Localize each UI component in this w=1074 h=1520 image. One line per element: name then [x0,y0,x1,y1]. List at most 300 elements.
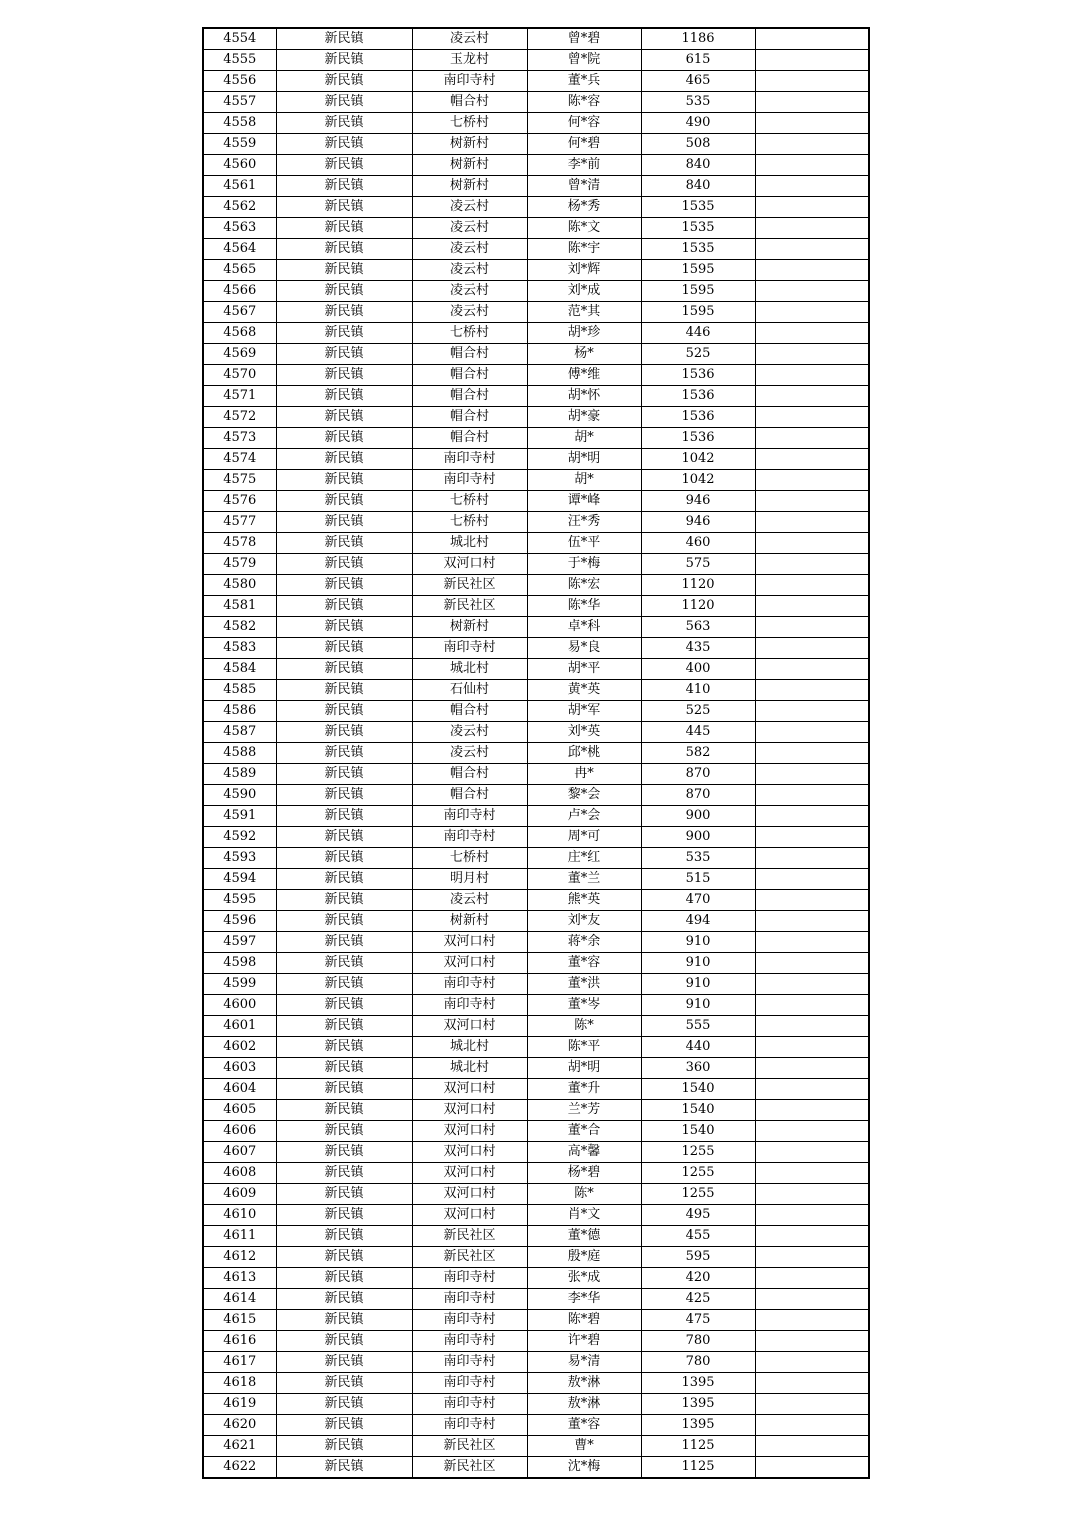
table-row [203,638,869,659]
village-cell: 帽合村 [412,92,527,113]
remark-cell [755,365,869,386]
row-number-cell: 4565 [203,260,276,281]
amount-cell: 1042 [641,470,755,491]
row-number-cell: 4583 [203,638,276,659]
amount-cell: 1536 [641,386,755,407]
town-cell: 新民镇 [276,743,412,764]
town-cell: 新民镇 [276,785,412,806]
remark-cell [755,134,869,155]
table-row [203,953,869,974]
name-cell: 熊*英 [527,890,641,911]
town-cell: 新民镇 [276,1016,412,1037]
village-cell: 新民社区 [412,1457,527,1479]
town-cell: 新民镇 [276,28,412,50]
row-number-cell: 4596 [203,911,276,932]
amount-cell: 615 [641,50,755,71]
village-cell: 南印寺村 [412,449,527,470]
remark-cell [755,491,869,512]
remark-cell [755,176,869,197]
table-row [203,1247,869,1268]
amount-cell: 535 [641,848,755,869]
town-cell: 新民镇 [276,890,412,911]
table-row [203,1016,869,1037]
amount-cell: 840 [641,176,755,197]
village-cell: 七桥村 [412,491,527,512]
row-number-cell: 4555 [203,50,276,71]
remark-cell [755,470,869,491]
town-cell: 新民镇 [276,1184,412,1205]
row-number-cell: 4580 [203,575,276,596]
town-cell: 新民镇 [276,365,412,386]
town-cell: 新民镇 [276,1226,412,1247]
name-cell: 傅*维 [527,365,641,386]
town-cell: 新民镇 [276,659,412,680]
row-number-cell: 4599 [203,974,276,995]
amount-cell: 1540 [641,1079,755,1100]
table-row [203,407,869,428]
amount-cell: 1536 [641,365,755,386]
village-cell: 双河口村 [412,1100,527,1121]
village-cell: 南印寺村 [412,806,527,827]
row-number-cell: 4615 [203,1310,276,1331]
town-cell: 新民镇 [276,932,412,953]
amount-cell: 1535 [641,239,755,260]
name-cell: 胡*军 [527,701,641,722]
row-number-cell: 4618 [203,1373,276,1394]
remark-cell [755,869,869,890]
name-cell: 殷*庭 [527,1247,641,1268]
amount-cell: 870 [641,785,755,806]
town-cell: 新民镇 [276,1100,412,1121]
amount-cell: 1540 [641,1121,755,1142]
town-cell: 新民镇 [276,953,412,974]
table-row [203,785,869,806]
town-cell: 新民镇 [276,911,412,932]
town-cell: 新民镇 [276,638,412,659]
row-number-cell: 4601 [203,1016,276,1037]
village-cell: 树新村 [412,134,527,155]
town-cell: 新民镇 [276,1289,412,1310]
remark-cell [755,932,869,953]
town-cell: 新民镇 [276,1310,412,1331]
amount-cell: 1535 [641,197,755,218]
town-cell: 新民镇 [276,764,412,785]
village-cell: 南印寺村 [412,995,527,1016]
name-cell: 董*升 [527,1079,641,1100]
village-cell: 凌云村 [412,743,527,764]
remark-cell [755,974,869,995]
name-cell: 曹* [527,1436,641,1457]
remark-cell [755,512,869,533]
amount-cell: 1395 [641,1394,755,1415]
remark-cell [755,722,869,743]
town-cell: 新民镇 [276,1121,412,1142]
amount-cell: 946 [641,491,755,512]
village-cell: 帽合村 [412,764,527,785]
row-number-cell: 4611 [203,1226,276,1247]
town-cell: 新民镇 [276,974,412,995]
remark-cell [755,1121,869,1142]
town-cell: 新民镇 [276,281,412,302]
remark-cell [755,953,869,974]
table-row [203,344,869,365]
remark-cell [755,1289,869,1310]
amount-cell: 465 [641,71,755,92]
remark-cell [755,1037,869,1058]
row-number-cell: 4570 [203,365,276,386]
village-cell: 七桥村 [412,113,527,134]
remark-cell [755,50,869,71]
remark-cell [755,428,869,449]
town-cell: 新民镇 [276,134,412,155]
row-number-cell: 4590 [203,785,276,806]
remark-cell [755,28,869,50]
town-cell: 新民镇 [276,176,412,197]
table-row [203,28,869,50]
name-cell: 高*馨 [527,1142,641,1163]
village-cell: 新民社区 [412,1226,527,1247]
amount-cell: 1186 [641,28,755,50]
town-cell: 新民镇 [276,1037,412,1058]
name-cell: 陈* [527,1184,641,1205]
name-cell: 卢*会 [527,806,641,827]
town-cell: 新民镇 [276,260,412,281]
name-cell: 于*梅 [527,554,641,575]
remark-cell [755,113,869,134]
name-cell: 何*容 [527,113,641,134]
row-number-cell: 4619 [203,1394,276,1415]
town-cell: 新民镇 [276,701,412,722]
table-row [203,281,869,302]
row-number-cell: 4609 [203,1184,276,1205]
table-row [203,428,869,449]
row-number-cell: 4560 [203,155,276,176]
remark-cell [755,1142,869,1163]
row-number-cell: 4617 [203,1352,276,1373]
amount-cell: 555 [641,1016,755,1037]
name-cell: 伍*平 [527,533,641,554]
amount-cell: 1120 [641,575,755,596]
village-cell: 凌云村 [412,302,527,323]
town-cell: 新民镇 [276,1436,412,1457]
remark-cell [755,1436,869,1457]
table-row [203,806,869,827]
remark-cell [755,911,869,932]
name-cell: 胡* [527,428,641,449]
remark-cell [755,1100,869,1121]
amount-cell: 494 [641,911,755,932]
amount-cell: 440 [641,1037,755,1058]
town-cell: 新民镇 [276,407,412,428]
row-number-cell: 4558 [203,113,276,134]
table-row [203,596,869,617]
village-cell: 南印寺村 [412,1268,527,1289]
amount-cell: 910 [641,995,755,1016]
remark-cell [755,1226,869,1247]
amount-cell: 460 [641,533,755,554]
village-cell: 南印寺村 [412,1352,527,1373]
village-cell: 凌云村 [412,218,527,239]
village-cell: 城北村 [412,659,527,680]
amount-cell: 445 [641,722,755,743]
town-cell: 新民镇 [276,1457,412,1479]
name-cell: 易*清 [527,1352,641,1373]
village-cell: 城北村 [412,1037,527,1058]
amount-cell: 420 [641,1268,755,1289]
table-row [203,176,869,197]
row-number-cell: 4606 [203,1121,276,1142]
name-cell: 刘*友 [527,911,641,932]
village-cell: 明月村 [412,869,527,890]
remark-cell [755,575,869,596]
town-cell: 新民镇 [276,50,412,71]
amount-cell: 525 [641,344,755,365]
name-cell: 胡*豪 [527,407,641,428]
table-row [203,218,869,239]
remark-cell [755,764,869,785]
row-number-cell: 4598 [203,953,276,974]
row-number-cell: 4600 [203,995,276,1016]
table-row [203,386,869,407]
village-cell: 凌云村 [412,281,527,302]
amount-cell: 470 [641,890,755,911]
row-number-cell: 4603 [203,1058,276,1079]
amount-cell: 910 [641,953,755,974]
village-cell: 双河口村 [412,1142,527,1163]
name-cell: 邱*桃 [527,743,641,764]
remark-cell [755,785,869,806]
row-number-cell: 4564 [203,239,276,260]
town-cell: 新民镇 [276,386,412,407]
remark-cell [755,407,869,428]
name-cell: 曾*碧 [527,28,641,50]
table-row [203,764,869,785]
row-number-cell: 4594 [203,869,276,890]
row-number-cell: 4608 [203,1163,276,1184]
row-number-cell: 4568 [203,323,276,344]
name-cell: 陈*宏 [527,575,641,596]
town-cell: 新民镇 [276,596,412,617]
row-number-cell: 4585 [203,680,276,701]
village-cell: 南印寺村 [412,1415,527,1436]
name-cell: 董*兵 [527,71,641,92]
name-cell: 蒋*余 [527,932,641,953]
name-cell: 董*洪 [527,974,641,995]
amount-cell: 910 [641,974,755,995]
village-cell: 双河口村 [412,953,527,974]
name-cell: 敖*淋 [527,1373,641,1394]
row-number-cell: 4581 [203,596,276,617]
remark-cell [755,701,869,722]
row-number-cell: 4572 [203,407,276,428]
amount-cell: 1395 [641,1415,755,1436]
town-cell: 新民镇 [276,1352,412,1373]
table-row [203,134,869,155]
remark-cell [755,239,869,260]
town-cell: 新民镇 [276,827,412,848]
row-number-cell: 4561 [203,176,276,197]
village-cell: 帽合村 [412,428,527,449]
table-body [203,28,869,1478]
remark-cell [755,1352,869,1373]
town-cell: 新民镇 [276,806,412,827]
name-cell: 陈*文 [527,218,641,239]
table-row [203,50,869,71]
town-cell: 新民镇 [276,722,412,743]
amount-cell: 900 [641,806,755,827]
remark-cell [755,281,869,302]
remark-cell [755,260,869,281]
table-row [203,1037,869,1058]
row-number-cell: 4597 [203,932,276,953]
town-cell: 新民镇 [276,680,412,701]
remark-cell [755,197,869,218]
town-cell: 新民镇 [276,344,412,365]
name-cell: 敖*淋 [527,1394,641,1415]
table-row [203,113,869,134]
village-cell: 新民社区 [412,596,527,617]
amount-cell: 1042 [641,449,755,470]
amount-cell: 1255 [641,1163,755,1184]
village-cell: 帽合村 [412,785,527,806]
table-row [203,533,869,554]
name-cell: 胡*珍 [527,323,641,344]
amount-cell: 425 [641,1289,755,1310]
name-cell: 兰*芳 [527,1100,641,1121]
name-cell: 董*德 [527,1226,641,1247]
name-cell: 董*兰 [527,869,641,890]
remark-cell [755,617,869,638]
name-cell: 刘*辉 [527,260,641,281]
table-row [203,1394,869,1415]
village-cell: 新民社区 [412,575,527,596]
village-cell: 双河口村 [412,1205,527,1226]
town-cell: 新民镇 [276,869,412,890]
remark-cell [755,806,869,827]
table-row [203,1142,869,1163]
amount-cell: 1395 [641,1373,755,1394]
table-row [203,575,869,596]
name-cell: 董*容 [527,1415,641,1436]
town-cell: 新民镇 [276,113,412,134]
village-cell: 双河口村 [412,1184,527,1205]
town-cell: 新民镇 [276,470,412,491]
remark-cell [755,386,869,407]
data-table [202,27,870,1479]
village-cell: 双河口村 [412,932,527,953]
remark-cell [755,1394,869,1415]
name-cell: 刘*成 [527,281,641,302]
amount-cell: 563 [641,617,755,638]
remark-cell [755,302,869,323]
row-number-cell: 4584 [203,659,276,680]
table-row [203,1289,869,1310]
remark-cell [755,827,869,848]
name-cell: 刘*英 [527,722,641,743]
name-cell: 冉* [527,764,641,785]
name-cell: 曾*院 [527,50,641,71]
town-cell: 新民镇 [276,323,412,344]
town-cell: 新民镇 [276,512,412,533]
town-cell: 新民镇 [276,995,412,1016]
row-number-cell: 4582 [203,617,276,638]
table-row [203,1079,869,1100]
remark-cell [755,1058,869,1079]
remark-cell [755,659,869,680]
village-cell: 凌云村 [412,239,527,260]
village-cell: 七桥村 [412,848,527,869]
town-cell: 新民镇 [276,491,412,512]
amount-cell: 1120 [641,596,755,617]
remark-cell [755,344,869,365]
table-row [203,197,869,218]
village-cell: 南印寺村 [412,638,527,659]
name-cell: 董*合 [527,1121,641,1142]
town-cell: 新民镇 [276,218,412,239]
amount-cell: 595 [641,1247,755,1268]
table-row [203,1310,869,1331]
village-cell: 玉龙村 [412,50,527,71]
row-number-cell: 4589 [203,764,276,785]
village-cell: 帽合村 [412,701,527,722]
amount-cell: 1255 [641,1184,755,1205]
name-cell: 曾*清 [527,176,641,197]
town-cell: 新民镇 [276,1163,412,1184]
table-row [203,470,869,491]
row-number-cell: 4578 [203,533,276,554]
amount-cell: 840 [641,155,755,176]
village-cell: 帽合村 [412,344,527,365]
row-number-cell: 4559 [203,134,276,155]
table-row [203,449,869,470]
row-number-cell: 4592 [203,827,276,848]
amount-cell: 400 [641,659,755,680]
remark-cell [755,1457,869,1479]
row-number-cell: 4577 [203,512,276,533]
table-row [203,680,869,701]
remark-cell [755,323,869,344]
amount-cell: 435 [641,638,755,659]
town-cell: 新民镇 [276,1373,412,1394]
village-cell: 城北村 [412,1058,527,1079]
village-cell: 树新村 [412,617,527,638]
village-cell: 南印寺村 [412,1310,527,1331]
table-row [203,1226,869,1247]
remark-cell [755,1415,869,1436]
row-number-cell: 4575 [203,470,276,491]
table-row [203,1331,869,1352]
table-row [203,848,869,869]
name-cell: 卓*科 [527,617,641,638]
amount-cell: 1595 [641,302,755,323]
row-number-cell: 4554 [203,28,276,50]
row-number-cell: 4613 [203,1268,276,1289]
village-cell: 七桥村 [412,323,527,344]
town-cell: 新民镇 [276,1331,412,1352]
row-number-cell: 4579 [203,554,276,575]
table-row [203,701,869,722]
village-cell: 南印寺村 [412,470,527,491]
table-row [203,92,869,113]
town-cell: 新民镇 [276,71,412,92]
village-cell: 新民社区 [412,1436,527,1457]
remark-cell [755,1310,869,1331]
table-row [203,1058,869,1079]
remark-cell [755,596,869,617]
amount-cell: 410 [641,680,755,701]
amount-cell: 495 [641,1205,755,1226]
town-cell: 新民镇 [276,554,412,575]
